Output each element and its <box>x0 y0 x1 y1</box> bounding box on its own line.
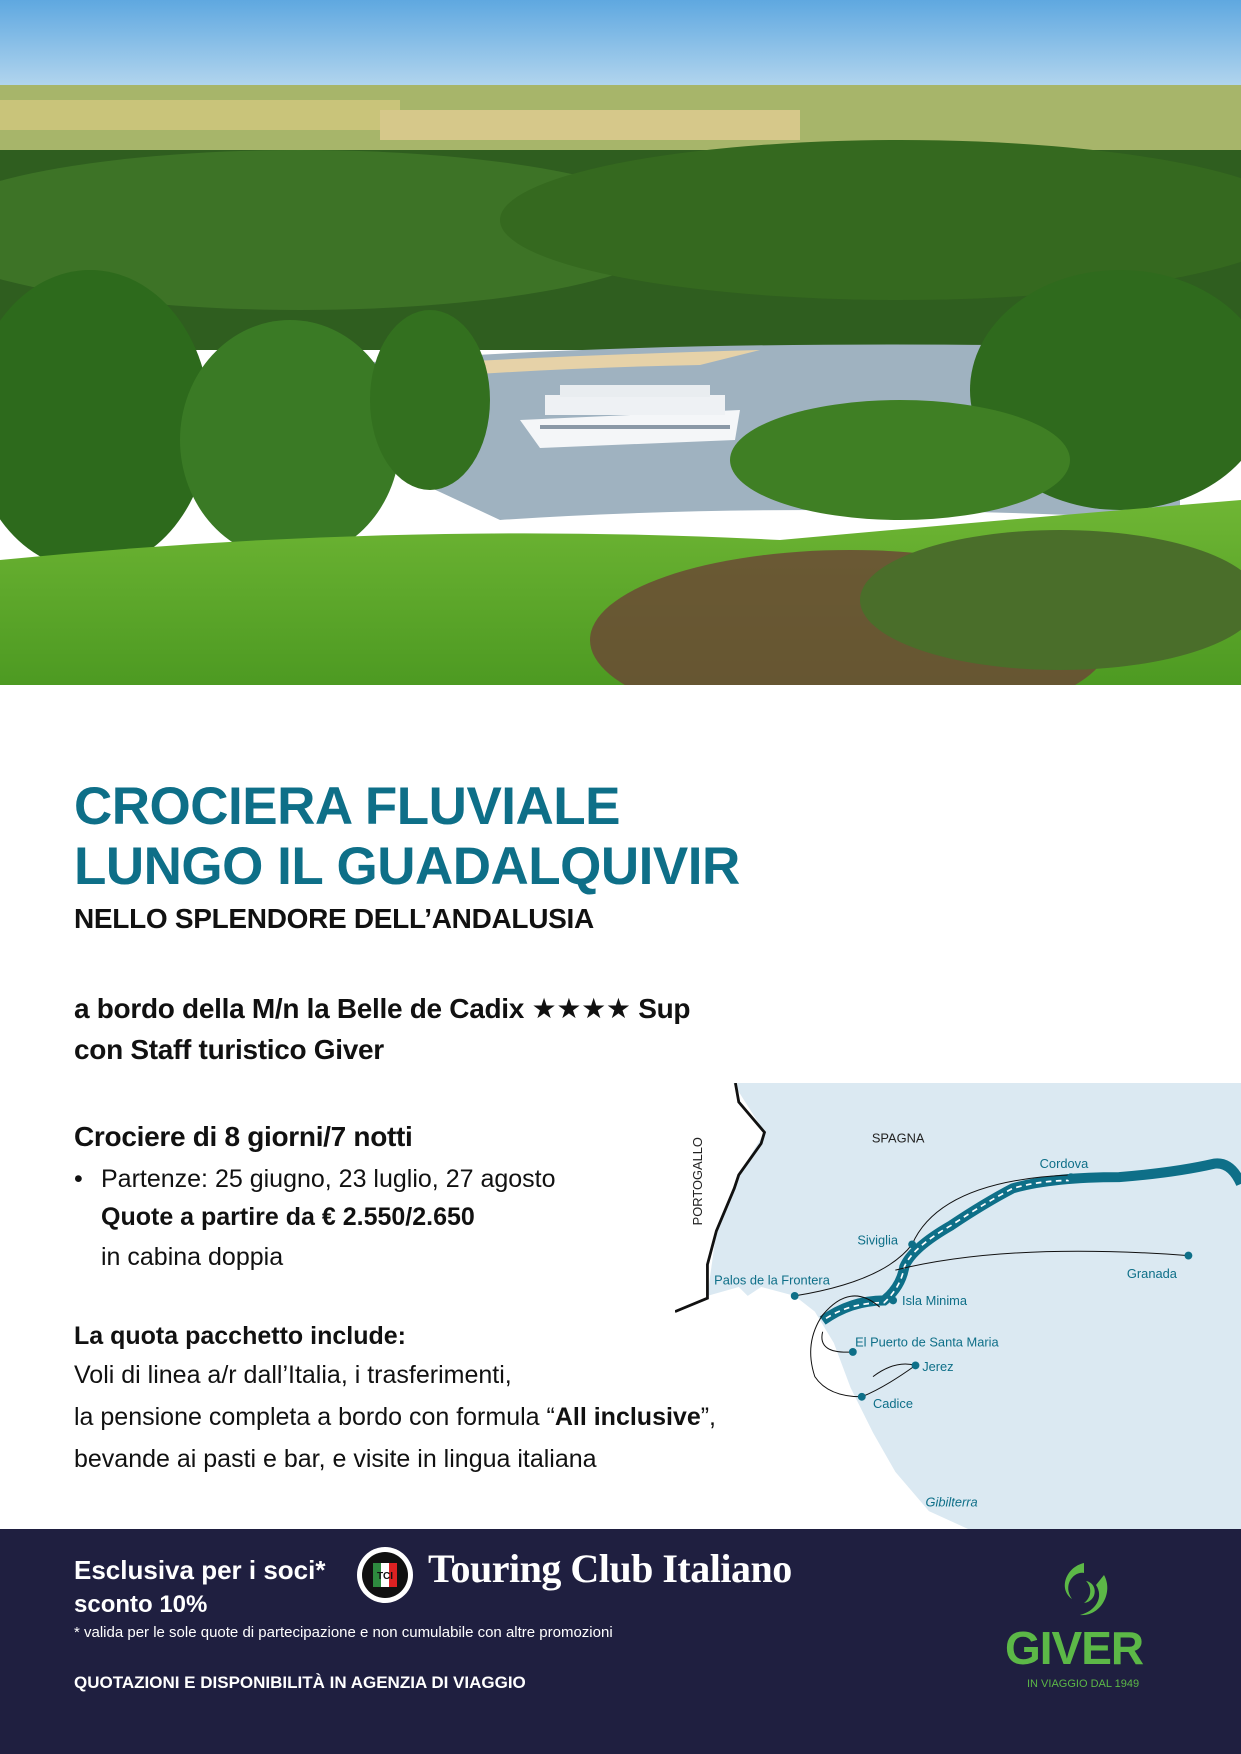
agency-text: QUOTAZIONI E DISPONIBILITÀ IN AGENZIA DI VIAGGIO <box>74 1673 526 1692</box>
label-palos: Palos de la Frontera <box>714 1272 830 1288</box>
tci-logo-icon <box>355 1545 415 1605</box>
departures: Partenze: 25 giugno, 23 luglio, 27 agosto <box>101 1165 556 1193</box>
price: Quote a partire da € 2.550/2.650 <box>101 1203 475 1231</box>
discount-text: sconto 10% <box>74 1591 208 1618</box>
tci-logo-text: TCI <box>376 1571 394 1582</box>
label-el-puerto: El Puerto de Santa Maria <box>855 1334 999 1350</box>
cabin-type: in cabina doppia <box>101 1243 284 1271</box>
bullet: • <box>74 1165 83 1193</box>
cruise-duration-heading: Crociere di 8 giorni/7 notti <box>74 1121 413 1152</box>
giver-tagline: IN VIAGGIO DAL 1949 <box>1027 1678 1140 1690</box>
giver-swirl-icon <box>1052 1559 1116 1623</box>
label-portogallo: PORTOGALLO <box>689 1137 705 1226</box>
route-map <box>675 1083 1241 1529</box>
label-gibilterra: Gibilterra <box>925 1494 978 1510</box>
giver-logo: GIVER <box>1005 1622 1144 1674</box>
label-isla-minima: Isla Minima <box>902 1292 968 1308</box>
spain-land <box>707 1083 1241 1529</box>
label-jerez: Jerez <box>922 1358 954 1374</box>
includes-heading: La quota pacchetto include: <box>74 1322 406 1350</box>
exclusive-text: Esclusiva per i soci* <box>74 1555 326 1585</box>
tci-name: Touring Club Italiano <box>428 1546 792 1591</box>
includes-line-2-end: ”, <box>700 1403 717 1431</box>
all-inclusive-text: All inclusive <box>554 1403 701 1431</box>
ship-line: a bordo della M/n la Belle de Cadix ★★★★ Sup <box>74 993 691 1024</box>
includes-line-3: bevande ai pasti e bar, e visite in lingua italiana <box>74 1445 597 1473</box>
discount-note: * valida per le sole quote di partecipazione e non cumulabile con altre promozioni <box>74 1624 613 1641</box>
label-cadice: Cadice <box>872 1395 913 1411</box>
footer <box>0 1529 1241 1754</box>
includes-line-2 <box>74 1403 716 1432</box>
label-siviglia: Siviglia <box>857 1232 899 1248</box>
label-cordova: Cordova <box>1039 1156 1089 1172</box>
label-spagna: SPAGNA <box>871 1130 925 1146</box>
hero-photo-river-cruise <box>0 0 1241 685</box>
staff-line: con Staff turistico Giver <box>74 1034 384 1065</box>
title-line-2: LUNGO IL GUADALQUIVIR <box>74 837 740 896</box>
includes-line-2-text: la pensione completa a bordo con formula “ <box>74 1403 555 1431</box>
subtitle: NELLO SPLENDORE DELL’ANDALUSIA <box>74 903 594 934</box>
includes-line-1: Voli di linea a/r dall’Italia, i trasferimenti, <box>74 1361 512 1389</box>
label-granada: Granada <box>1126 1265 1177 1281</box>
title-line-1: CROCIERA FLUVIALE <box>74 777 621 836</box>
